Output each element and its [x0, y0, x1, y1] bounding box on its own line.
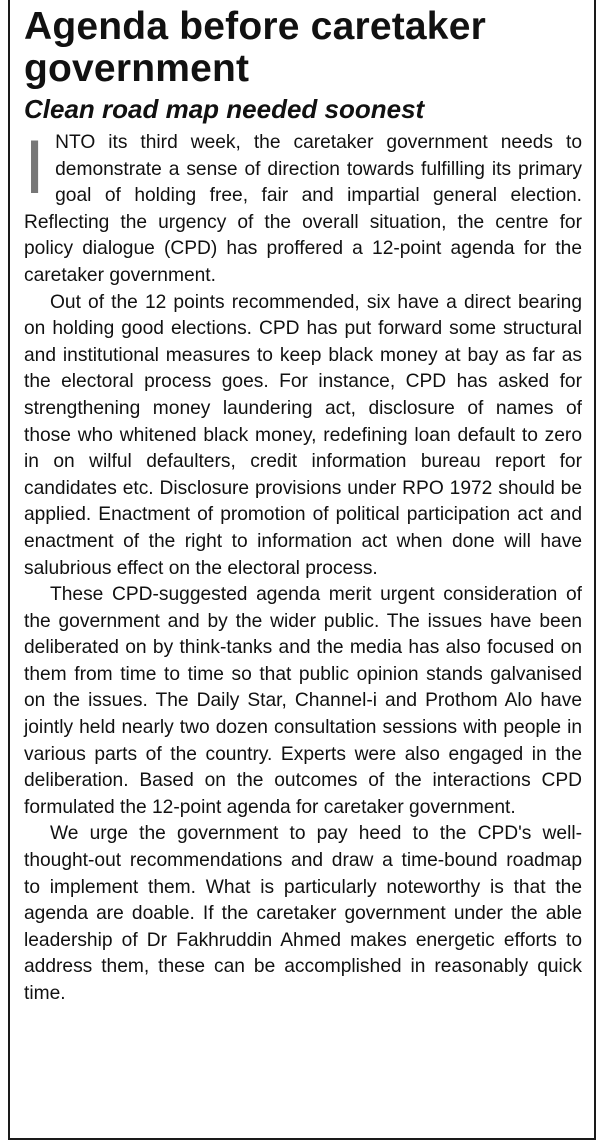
headline: Agenda before caretaker government [24, 5, 486, 90]
paragraph-4: We urge the government to pay heed to the CPD's well-thought-out recommendations and draw a time-bound roadmap to implement them. What is particularly noteworthy is that the agenda are doable. If the caretaker government under the able leadership of Dr Fakhruddin Ahmed makes energetic efforts to address them, these can be accomplished in reasonably quick time. [24, 823, 582, 1004]
subheadline: Clean road map needed soonest [24, 94, 425, 124]
drop-cap: I [24, 125, 46, 210]
paragraph-1-text: NTO its third week, the caretaker government needs to demonstrate a sense of direction towards fulfilling its primary goal of holding free, fair and impartial general election. Reflecting the urgency of the overall situation, the centre for policy dialogue (CPD) has proffered a 12-point agenda for the caretaker government. [24, 132, 582, 286]
paragraph-3: These CPD-suggested agenda merit urgent consideration of the government and by the wider public. The issues have been deliberated on by think-tanks and the media has also focused on them from time to time so that public opinion stands galvanised on the issues. The Daily Star, Channel-i and Prothom Alo have jointly held nearly two dozen consultation sessions with people in various parts of the country. Experts were also engaged in the deliberation. Based on the outcomes of the interactions CPD formulated the 12-point agenda for caretaker government. [24, 584, 582, 818]
editorial-clipping [8, 0, 596, 1140]
paragraph-2: Out of the 12 points recommended, six have a direct bearing on holding good elections. CPD has put forward some structural and institutional measures to keep black money at bay as far as the electoral process goes. For instance, CPD has asked for strengthening money laundering act, disclosure of names of those who whitened black money, redefining loan default to zero in on wilful defaulters, credit information bureau report for candidates etc. Disclosure provisions under RPO 1972 should be applied. Enactment of promotion of political participation act and enactment of the right to information act when done will have salubrious effect on the electoral process. [24, 291, 582, 579]
paragraph-1 [24, 125, 582, 290]
